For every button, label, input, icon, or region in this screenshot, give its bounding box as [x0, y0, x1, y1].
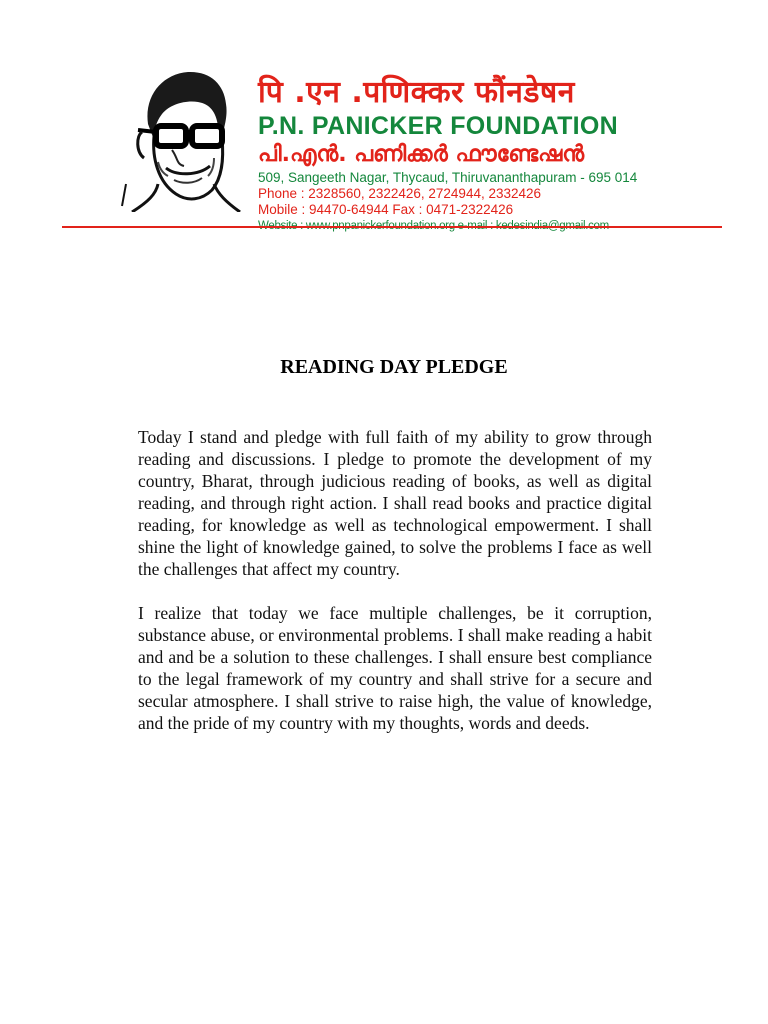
pledge-body — [138, 426, 652, 756]
letterhead — [0, 0, 768, 240]
pledge-paragraph-2: I realize that today we face multiple challenges, be it corruption, substance abuse, or environmental problems. I shall make reading a habit and and be a solution to these challenges. I shall ensure best compliance to the legal framework of my country and shall strive for a secure and secular atmosphere. I shall strive to raise high, the value of knowledge, and the pride of my country with my thoughts, words and deeds. — [138, 603, 652, 733]
founder-portrait — [118, 66, 246, 212]
org-address: 509, Sangeeth Nagar, Thycaud, Thiruvananthapuram - 695 014 — [258, 170, 638, 185]
org-name-hindi: पि .एन .पणिक्कर फौंनडेषन — [258, 75, 575, 110]
org-mobile-fax: Mobile : 94470-64944 Fax : 0471-2322426 — [258, 202, 514, 217]
document-title: READING DAY PLEDGE — [280, 356, 508, 378]
pledge-paragraph-1: Today I stand and pledge with full faith of my ability to grow through reading and discussions. I pledge to promote the development of my country, Bharat, through judicious reading of books, as well as digital reading, and through right action. I shall read books and practice digital reading, for knowledge as well as technological empowerment. I shall shine the light of knowledge gained, to solve the problems I face as well the challenges that affect my country. — [138, 427, 652, 579]
letterhead-text — [258, 74, 728, 234]
org-name-malayalam: പി.എൻ. പണിക്കർ ഫൗണ്ടേഷൻ — [258, 142, 585, 167]
org-name-english: P.N. PANICKER FOUNDATION — [258, 112, 618, 140]
org-phone: Phone : 2328560, 2322426, 2724944, 2332426 — [258, 186, 542, 201]
header-divider — [62, 226, 722, 228]
